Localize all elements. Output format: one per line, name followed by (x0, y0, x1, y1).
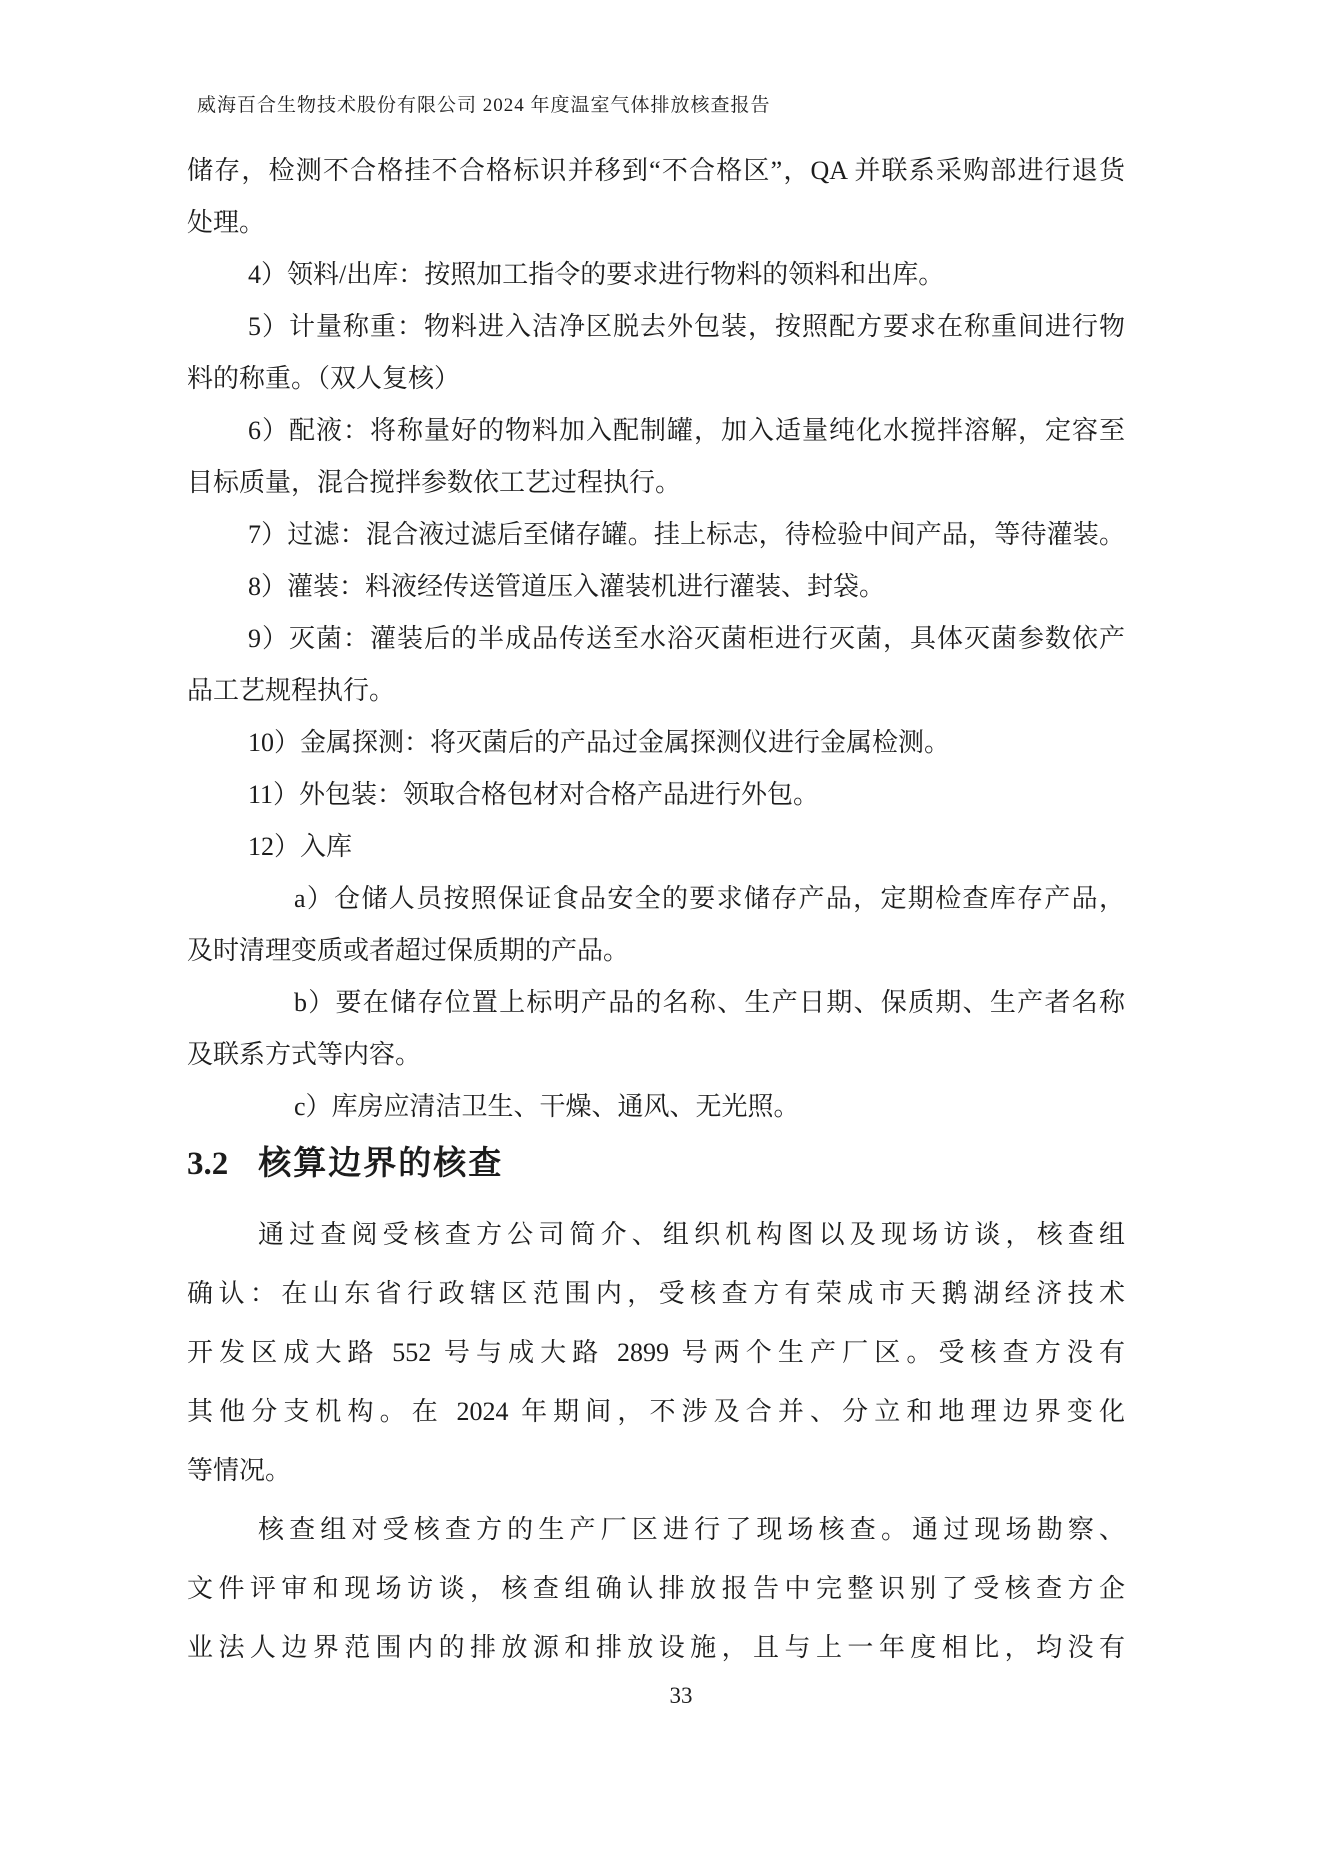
text-line: 储存，检测不合格挂不合格标识并移到“不合格区”，QA 并联系采购部进行退货 (187, 156, 1125, 185)
text-line: 6）配液：将称量好的物料加入配制罐，加入适量纯化水搅拌溶解，定容至 (248, 416, 1125, 445)
text-line: 通过查阅受核查方公司简介、组织机构图以及现场访谈，核查组 (258, 1220, 1125, 1249)
text-line: 11）外包装：领取合格包材对合格产品进行外包。 (248, 780, 820, 809)
text-line: 核查组对受核查方的生产厂区进行了现场核查。通过现场勘察、 (258, 1515, 1125, 1544)
page-number: 33 (669, 1683, 693, 1708)
section-number: 3.2 (187, 1146, 229, 1182)
text-line: 等情况。 (187, 1456, 292, 1485)
text-line: 品工艺规程执行。 (187, 676, 396, 705)
text-line: 8）灌装：料液经传送管道压入灌装机进行灌装、封袋。 (248, 572, 886, 601)
text-line: 文件评审和现场访谈，核查组确认排放报告中完整识别了受核查方企 (187, 1574, 1125, 1603)
text-line: 10）金属探测：将灭菌后的产品过金属探测仪进行金属检测。 (248, 728, 951, 757)
text-line: 确认：在山东省行政辖区范围内，受核查方有荣成市天鹅湖经济技术 (187, 1279, 1125, 1308)
text-line: 开发区成大路 552 号与成大路 2899 号两个生产厂区。受核查方没有 (187, 1338, 1125, 1367)
text-line: 料的称重。（双人复核） (187, 364, 461, 393)
text-line: b）要在储存位置上标明产品的名称、生产日期、保质期、生产者名称 (294, 988, 1125, 1017)
section-title: 核算边界的核查 (258, 1144, 504, 1181)
text-line: 目标质量，混合搅拌参数依工艺过程执行。 (187, 468, 682, 497)
document-body (187, 145, 1125, 1710)
document-header: 威海百合生物技术股份有限公司 2024 年度温室气体排放核查报告 (197, 95, 771, 116)
text-line: 其他分支机构。在 2024 年期间，不涉及合并、分立和地理边界变化 (187, 1397, 1125, 1426)
text-line: c）库房应清洁卫生、干燥、通风、无光照。 (294, 1092, 800, 1121)
section-paragraphs (187, 1205, 1125, 1677)
text-line: 4）领料/出库：按照加工指令的要求进行物料的领料和出库。 (248, 260, 945, 289)
text-line: 及联系方式等内容。 (187, 1040, 422, 1069)
text-line: 及时清理变质或者超过保质期的产品。 (187, 936, 630, 965)
text-line: 9）灭菌：灌装后的半成品传送至水浴灭菌柜进行灭菌，具体灭菌参数依产 (248, 624, 1125, 653)
text-line: 5）计量称重：物料进入洁净区脱去外包装，按照配方要求在称重间进行物 (248, 312, 1125, 341)
section-heading (187, 1135, 1125, 1191)
process-list (187, 145, 1125, 1133)
text-line: 12）入库 (248, 832, 353, 861)
text-line: 处理。 (187, 208, 266, 237)
text-line: 7）过滤：混合液过滤后至储存罐。挂上标志，待检验中间产品，等待灌装。 (248, 520, 1125, 549)
text-line: a）仓储人员按照保证食品安全的要求储存产品，定期检查库存产品， (294, 884, 1125, 913)
text-line: 业法人边界范围内的排放源和排放设施，且与上一年度相比，均没有 (187, 1633, 1125, 1662)
